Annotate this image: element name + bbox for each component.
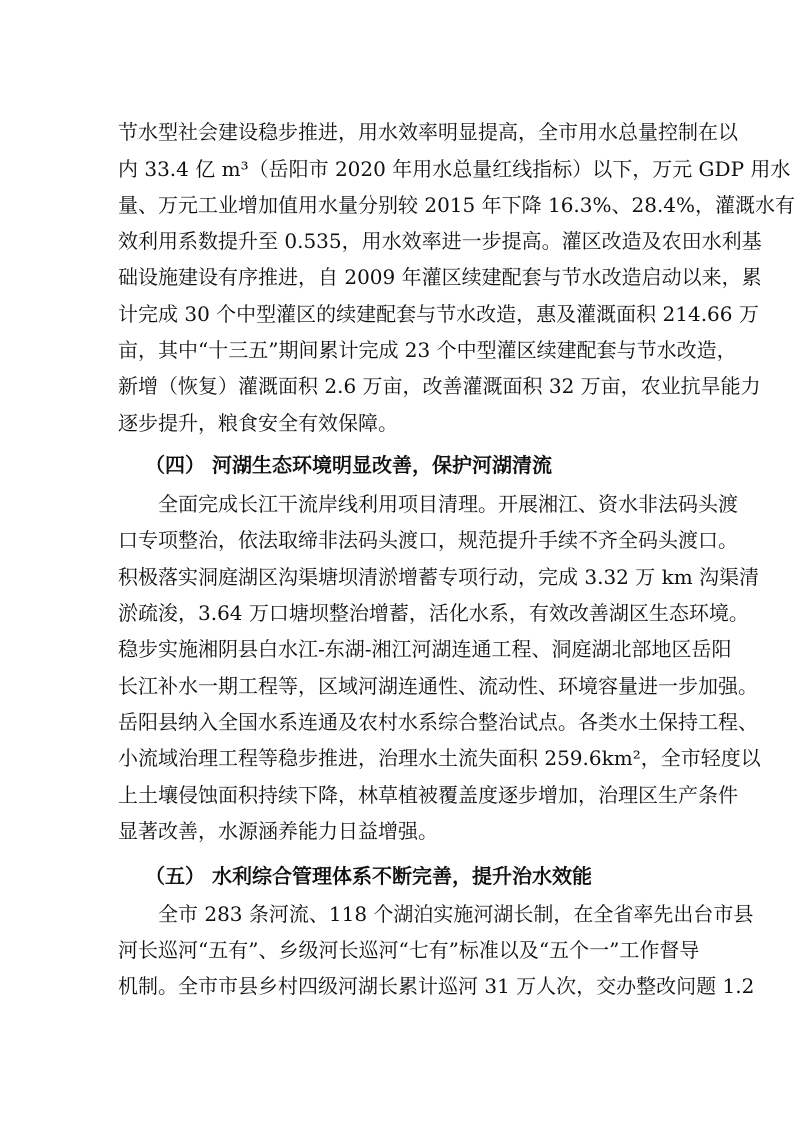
section-4-line-6: 长江补水一期工程等，区域河湖连通性、流动性、环境容量进一步加强。 xyxy=(118,674,758,698)
section-4-line-7: 岳阳县纳入全国水系连通及农村水系综合整治试点。各类水土保持工程、 xyxy=(118,710,758,734)
paragraph-1-line-2: 内 33.4 亿 m³（岳阳市 2020 年用水总量红线指标）以下，万元 GDP 用水 xyxy=(118,157,791,181)
paragraph-1-line-3: 量、万元工业增加值用水量分别较 2015 年下降 16.3%、28.4%，灌溉水有 xyxy=(118,193,795,217)
section-4-line-4: 淤疏浚，3.64 万口塘坝整治增蓄，活化水系，有效改善湖区生态环境。 xyxy=(118,601,749,625)
paragraph-1-line-7: 亩，其中“十三五”期间累计完成 23 个中型灌区续建配套与节水改造， xyxy=(118,338,737,362)
section-4-line-1: 全面完成长江干流岸线利用项目清理。开展湘江、资水非法码头渡 xyxy=(158,492,738,516)
section-4-line-10: 显著改善，水源涵养能力日益增强。 xyxy=(118,819,438,843)
section-5-line-2: 河长巡河“五有”、乡级河长巡河“七有”标准以及“五个一”工作督导 xyxy=(118,938,700,962)
section-5-line-3: 机制。全市市县乡村四级河湖长累计巡河 31 万人次，交办整改问题 1.2 xyxy=(118,974,755,998)
paragraph-1-line-5: 础设施建设有序推进，自 2009 年灌区续建配套与节水改造启动以来，累 xyxy=(118,265,762,289)
paragraph-1-line-9: 逐步提升，粮食安全有效保障。 xyxy=(118,411,398,435)
section-4-line-5: 稳步实施湘阴县白水江-东湖-湘江河湖连通工程、洞庭湖北部地区岳阳 xyxy=(118,637,732,661)
paragraph-1-line-1: 节水型社会建设稳步推进，用水效率明显提高，全市用水总量控制在以 xyxy=(118,120,738,144)
section-4-line-9: 上土壤侵蚀面积持续下降，林草植被覆盖度逐步增加，治理区生产条件 xyxy=(118,783,738,807)
section-5-line-1: 全市 283 条河流、118 个湖泊实施河湖长制，在全省率先出台市县 xyxy=(158,902,754,926)
paragraph-1-line-4: 效利用系数提升至 0.535，用水效率进一步提高。灌区改造及农田水利基 xyxy=(118,229,762,253)
paragraph-1-line-6: 计完成 30 个中型灌区的续建配套与节水改造，惠及灌溉面积 214.66 万 xyxy=(118,302,759,326)
section-5-heading: （五） 水利综合管理体系不断完善，提升治水效能 xyxy=(145,864,592,888)
section-4-line-8: 小流域治理工程等稳步推进，治理水土流失面积 259.6km²，全市轻度以 xyxy=(118,746,761,770)
paragraph-1-line-8: 新增（恢复）灌溉面积 2.6 万亩，改善灌溉面积 32 万亩，农业抗旱能力 xyxy=(118,374,761,398)
section-4-line-3: 积极落实洞庭湖区沟渠塘坝清淤增蓄专项行动，完成 3.32 万 km 沟渠清 xyxy=(118,565,760,589)
section-4-heading: （四） 河湖生态环境明显改善，保护河湖清流 xyxy=(145,453,552,477)
section-4-line-2: 口专项整治，依法取缔非法码头渡口，规范提升手续不齐全码头渡口。 xyxy=(118,528,738,552)
